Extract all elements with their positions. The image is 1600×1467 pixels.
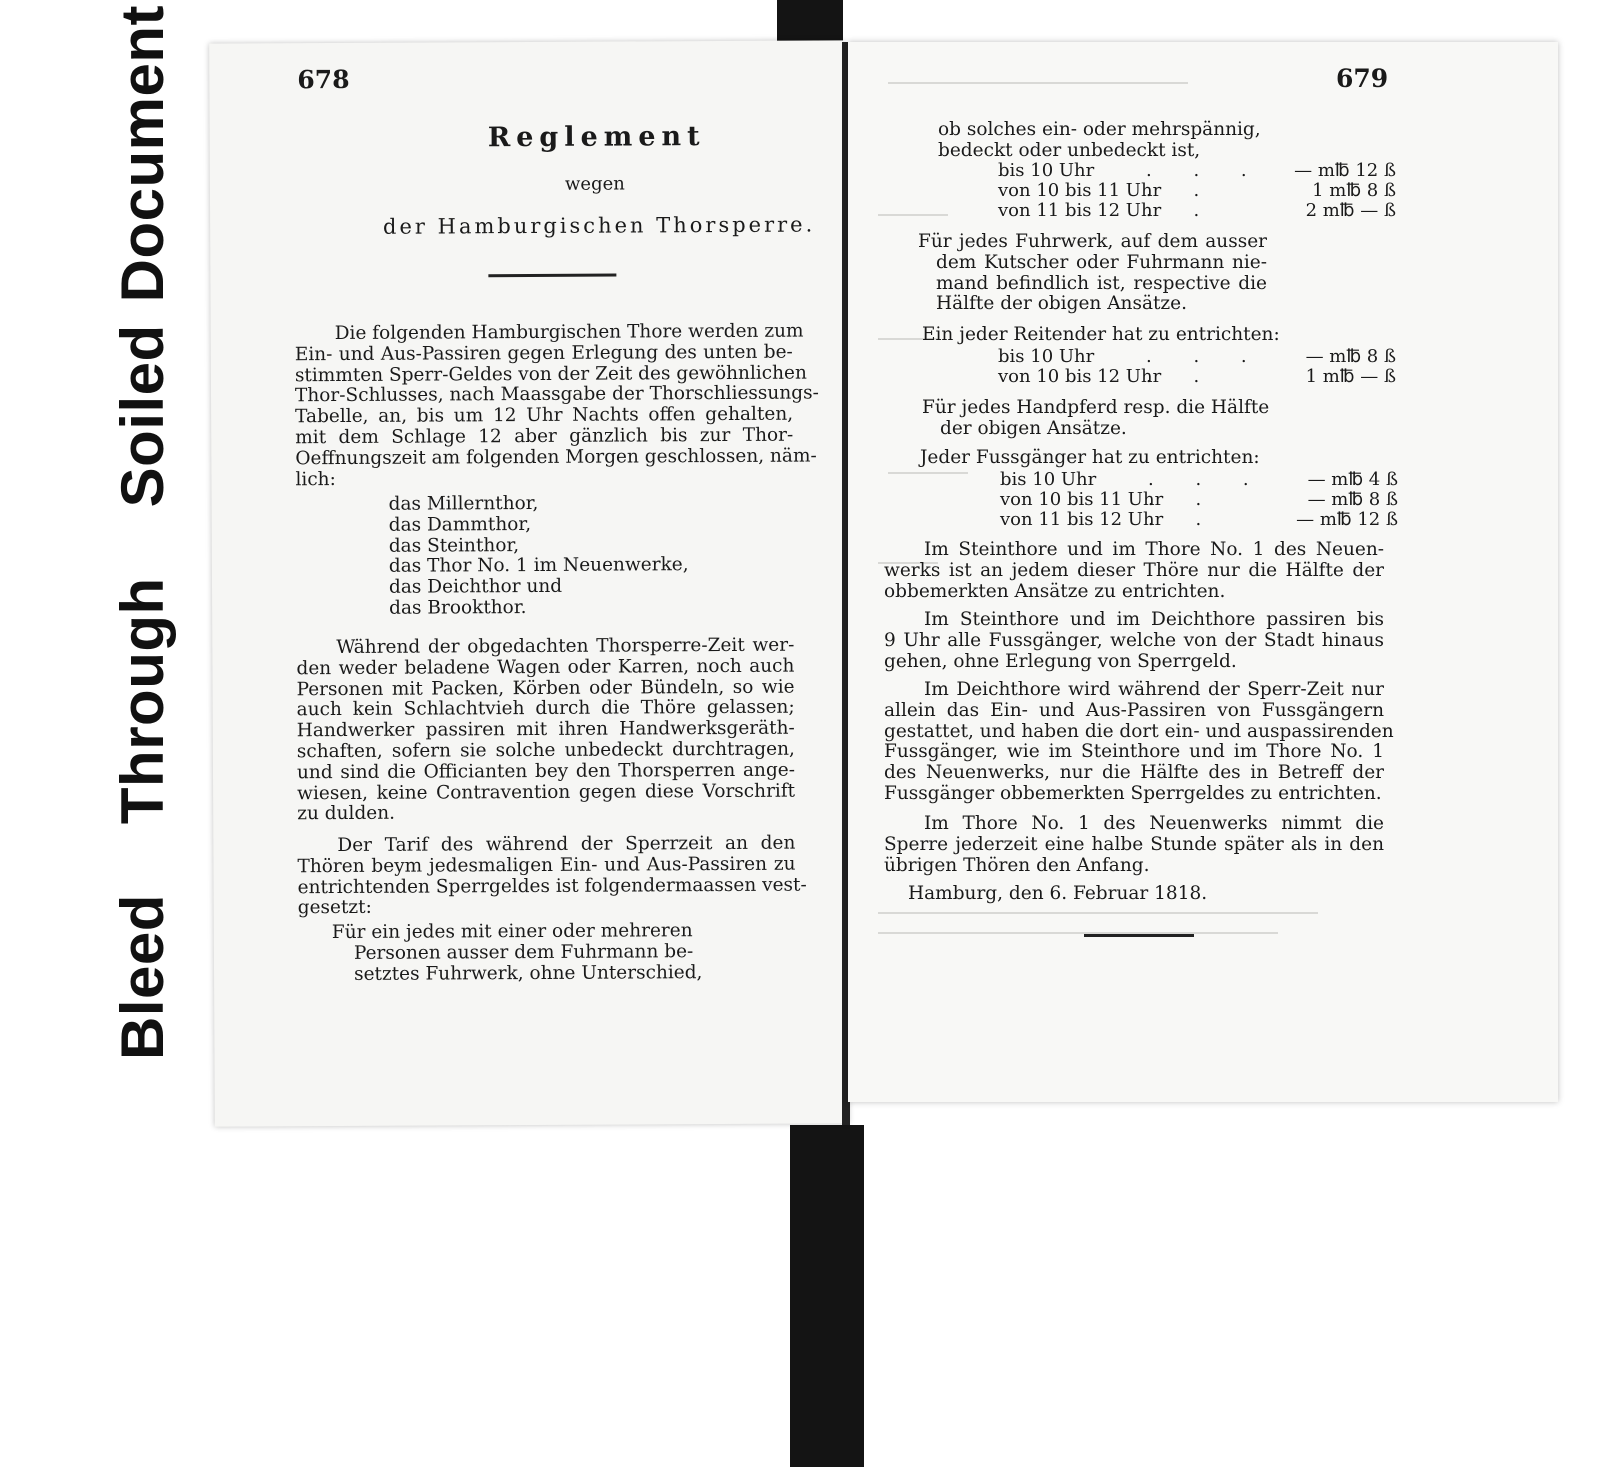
text-line: Thören beym jedesmaligen Ein- und Aus-Passiren zu [297,853,796,878]
gate-list-item: das Steinthor, [388,534,520,557]
side-label-word-3: Soiled [109,324,176,508]
text-line: Im Thore No. 1 des Neuenwerks nimmt die [924,813,1384,834]
text-line: auch kein Schlachtvieh durch die Thöre gelassen; [296,697,795,721]
text-line: übrigen Thören den Anfang. [884,854,1150,876]
gate-list-item: das Deichthor und [388,576,563,598]
rate-label: von 11 bis 12 Uhr [1000,509,1164,530]
text-line: lich: [295,468,336,490]
text-line: den weder beladene Wagen oder Karren, noch auch [296,655,795,680]
rate-amount: 2 m℔ — ß [1305,200,1396,221]
binding-strip-bottom [790,1125,864,1467]
rate-label: bis 10 Uhr [1000,469,1097,490]
text-line: gesetzt: [297,897,372,919]
text-line: wiesen, keine Contravention gegen diese Vorschrift [297,780,796,804]
rate-leader-dots: . . . [1146,160,1265,181]
rate-label: von 10 bis 11 Uhr [1000,489,1164,510]
text-line: dem Kutscher oder Fuhrmann nie- [936,251,1267,273]
text-line: allein das Ein- und Aus-Passiren von Fussgängern [884,699,1384,721]
deichthor-pedestrian-paragraph [884,679,1394,805]
page-number: 679 [1336,64,1389,93]
text-line: Für jedes Handpferd resp. die Hälfte [922,397,1270,418]
text-line: Im Steinthore und im Deichthore passiren bis [924,609,1384,630]
vehicle-tariff-intro [331,920,703,985]
right-page [848,42,1558,1102]
text-line: obbemerkten Ansätze zu entrichten. [884,580,1226,602]
gate-list-item: das Dammthor, [388,513,532,536]
text-line: Oeffnungszeit am folgenden Morgen geschlossen, näm- [295,445,817,470]
text-line: Der Tarif des während der Sperrzeit an den [337,832,796,857]
steinthor-paragraph [884,540,1384,602]
text-line: Personen ausser dem Fuhrmann be- [353,940,694,964]
rate-leader-dots: . . . [1146,346,1265,367]
title-main: der Hamburgischen Thorsperre. [382,212,816,239]
text-line: Personen mit Packen, Körben oder Bündeln, so wie [296,676,795,700]
text-line: der obigen Ansätze. [940,417,1127,439]
rate-amount: 1 m℔ 8 ß [1312,180,1396,201]
gate-list-item: das Thor No. 1 im Neuenwerke, [388,554,689,578]
text-line: Im Deichthore wird während der Sperr-Zeit nur [924,679,1384,700]
text-line: Sperre jederzeit eine halbe Stunde später als in den [884,833,1384,855]
title-sub: wegen [564,173,625,195]
text-line: stimmten Sperr-Geldes von der Zeit des gewöhnlichen [294,362,807,386]
text-line: mand befindlich ist, respective die [936,272,1267,294]
side-label [108,5,177,1060]
text-line: Fussgänger, wie im Steinthore und im Thore No. 1 [884,741,1384,763]
closing-line: Hamburg, den 6. Februar 1818. [908,883,1208,904]
text-line: werks ist an jedem dieser Thöre nur die Hälfte der [884,559,1384,581]
text-line: mit dem Schlage 12 aber gänzlich bis zur Thor- [295,424,794,449]
text-line: und sind die Officianten bey den Thorsperren ange- [296,759,796,783]
empty-vehicle-paragraph [918,232,1267,315]
text-line: entrichtenden Sperrgeldes ist folgendermaassen vest- [297,874,807,898]
text-line: gehen, ohne Erlegung von Sperrgeld. [884,650,1237,672]
rate-leader-dots: . . [1148,489,1220,510]
text-line: Tabelle, an, bis um 12 Uhr Nachts offen gehalten, [295,403,794,428]
text-line: Die folgenden Hamburgischen Thore werden zum [334,320,804,345]
rate-label: bis 10 Uhr [998,346,1095,367]
rate-label: von 11 bis 12 Uhr [998,200,1162,221]
rate-amount: — m℔ 4 ß [1307,469,1398,490]
deichthor-paragraph [884,610,1384,672]
rate-row [1000,509,1400,529]
text-line: Thor-Schlusses, nach Maassgabe der Thorschliessungs- [294,382,819,407]
tariff-paragraph [297,832,807,920]
rate-amount: — m℔ 12 ß [1296,509,1398,530]
text-line: bedeckt oder unbedeckt ist, [938,139,1201,161]
text-line: Hälfte der obigen Ansätze. [936,293,1187,315]
rate-row [998,200,1398,220]
side-label-word-2: Through [109,577,176,825]
restriction-paragraph [296,636,795,826]
rate-row [998,180,1398,200]
rate-leader-dots: . . [1148,509,1220,530]
rate-leader-dots: . . [1146,180,1218,201]
text-line: Fussgänger obbemerkten Sperrgeldes zu entrichten. [884,782,1382,804]
text-line: Im Steinthore und im Thore No. 1 des Neuen- [924,539,1384,560]
text-line: ob solches ein- oder mehrspännig, [938,119,1261,140]
side-label-word-1: Bleed [109,894,176,1060]
text-line: 9 Uhr alle Fussgänger, welche von der Stadt hinaus [884,629,1384,651]
closing-rule [1084,934,1194,937]
gate-list [389,493,689,619]
page-title: Reglement [487,121,706,154]
intro-paragraph [294,320,819,491]
left-page [209,40,849,1126]
text-line: Handwerker passiren mit ihren Handwerksgeräth- [296,717,795,742]
rate-leader-dots: . . . [1148,469,1267,490]
text-line: zu dulden. [297,803,396,825]
rate-amount: — m℔ 12 ß [1294,160,1396,181]
rate-row [1000,489,1400,509]
rider-heading: Ein jeder Reitender hat zu entrichten: [922,324,1280,345]
pedestrian-heading: Jeder Fussgänger hat zu entrichten: [920,447,1260,468]
handpferd-paragraph [922,398,1342,440]
gate-list-item: das Millernthor, [388,492,539,515]
rate-leader-dots: . . [1146,200,1218,221]
rate-row [998,346,1398,366]
rate-label: von 10 bis 11 Uhr [998,180,1162,201]
rate-label: bis 10 Uhr [998,160,1095,181]
text-line: Für jedes Fuhrwerk, auf dem ausser [918,231,1267,252]
rate-row [998,366,1398,386]
text-line: des Neuenwerks, nur die Hälfte des in Betreff der [884,762,1384,784]
gate-list-item: das Brookthor. [389,596,527,619]
neuenwerk-paragraph [884,814,1384,876]
vehicle-tariff-continuation [938,120,1288,162]
side-label-word-4: Document [109,4,176,303]
rate-leader-dots: . . [1146,366,1218,387]
title-rule [488,274,616,278]
page-number: 678 [297,64,350,95]
rate-amount: — m℔ 8 ß [1305,346,1396,367]
text-line: Ein- und Aus-Passiren gegen Erlegung des unten be- [294,341,793,366]
rate-row [998,160,1398,180]
text-line: Für ein jedes mit einer oder mehreren [331,920,693,944]
rate-label: von 10 bis 12 Uhr [998,366,1162,387]
rate-row [1000,469,1400,489]
rate-amount: — m℔ 8 ß [1307,489,1398,510]
text-line: gestattet, und haben die dort ein- und auspassirenden [884,720,1394,742]
text-line: Während der obgedachten Thorsperre-Zeit wer- [336,634,795,659]
text-line: setztes Fuhrwerk, ohne Unterschied, [353,961,703,985]
text-line: schaften, sofern sie solche unbedeckt durchtragen, [296,738,795,763]
binding-strip-top [777,0,843,42]
rate-amount: 1 m℔ — ß [1305,366,1396,387]
